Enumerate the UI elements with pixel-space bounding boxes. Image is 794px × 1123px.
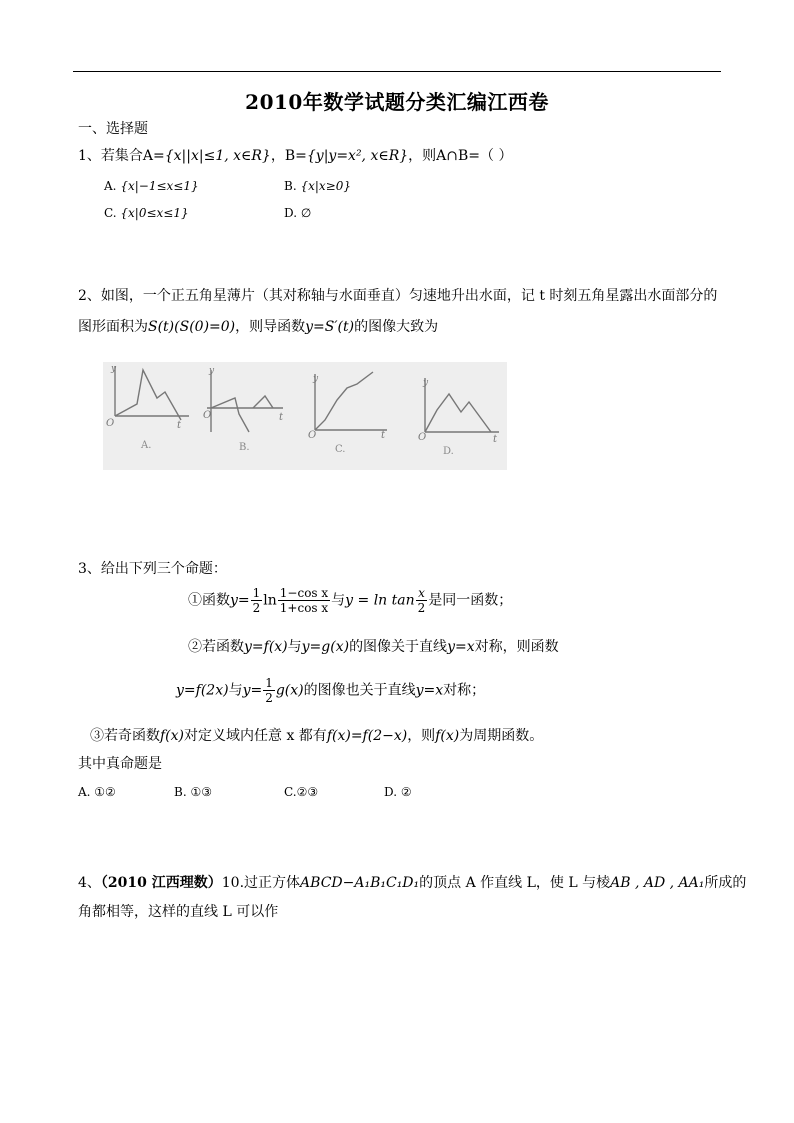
- q3-p2-l2-half: [263, 676, 275, 705]
- graph-b-curve-1: [211, 398, 249, 432]
- q3-proposition-1: [188, 586, 512, 615]
- graph-b-t-label: t: [279, 412, 284, 423]
- graph-c-y-label: y: [313, 374, 319, 384]
- q2-figure: [103, 362, 507, 470]
- q3-p2-l2-end: 对称；: [443, 682, 486, 699]
- q1-option-b-label: B.: [284, 179, 297, 193]
- q4-num: 10.过正方体: [221, 875, 301, 891]
- q2-line2-pre: 图形面积为: [78, 319, 148, 335]
- q2-line2-post: 的图像大致为: [354, 319, 439, 335]
- q4-post: 所成的: [704, 875, 747, 891]
- q1-option-d-text: ∅: [300, 206, 312, 220]
- q3-p2-pre: ②若函数: [188, 639, 244, 655]
- q3-p2-l2-and: 与: [228, 682, 243, 699]
- q1-option-d-label: D.: [284, 206, 298, 220]
- q1-set-b: {y|y=x², x∈R}: [306, 148, 409, 164]
- q2-line2-math: S(t)(S(0)=0): [148, 319, 236, 335]
- page-title: 2010年数学试题分类汇编江西卷: [245, 90, 549, 114]
- q3-p3-mid1: 对定义域内任意 x 都有: [184, 728, 327, 744]
- q1-option-d: [284, 204, 311, 222]
- q3-p2-l2-den: 2: [265, 691, 273, 705]
- q3-p1-half-num: 1: [252, 586, 261, 600]
- q3-p1-post: 是同一函数；: [428, 592, 513, 609]
- q3-p1-x: x: [418, 586, 425, 600]
- q3-p1-half-den: 2: [252, 601, 261, 615]
- q3-p3-mid2: ，则: [407, 728, 436, 744]
- graph-d-t-label: t: [493, 434, 498, 445]
- q3-p2-l2-num: 1: [265, 676, 273, 690]
- q1-option-a-label: A.: [104, 179, 117, 193]
- graph-b-label: B.: [239, 442, 250, 453]
- q4-pre: 4、: [78, 875, 101, 891]
- graph-c-label: C.: [335, 444, 346, 455]
- q3-intro: 3、给出下列三个命题：: [78, 561, 227, 577]
- q3-p2-end: 对称，则函数: [474, 639, 559, 655]
- q3-p2-l2-y: y=: [242, 682, 263, 699]
- q3-p2-g: y=g(x): [301, 639, 350, 655]
- q3-true-label: 其中真命题是: [78, 756, 162, 772]
- q3-p1-y: y=: [230, 592, 250, 609]
- q3-p3-f: f(x): [160, 728, 185, 744]
- graph-c-curve: [315, 372, 373, 430]
- q2-line2-math2: y=S′(t): [305, 319, 355, 335]
- q4-cube: ABCD−A₁B₁C₁D₁: [300, 875, 420, 891]
- q1-option-c: [104, 204, 189, 222]
- q1-prefix: 1、若集合A=: [78, 148, 165, 164]
- q1-option-a-text: {x|−1≤x≤1}: [120, 179, 199, 193]
- q3-p2-l2-g: g(x): [275, 682, 304, 699]
- graph-a-y-label: y: [111, 364, 117, 374]
- q3-proposition-2-line1: [188, 638, 559, 656]
- graph-a-curve: [115, 370, 181, 420]
- q3-p1-den: 1+cos x: [279, 601, 329, 615]
- q3-p1-xover2: [416, 586, 428, 615]
- q3-option-a: A. ①②: [78, 785, 116, 799]
- graph-d-label: D.: [443, 446, 454, 457]
- q3-p1-half: [251, 586, 263, 615]
- graph-c-t-label: t: [381, 430, 386, 441]
- q3-option-c: C.②③: [284, 785, 319, 799]
- q4-edges: AB , AD , AA₁: [610, 875, 705, 891]
- q3-p2-l2-post: 的图像也关于直线: [303, 682, 416, 699]
- q1-option-c-label: C.: [104, 206, 117, 220]
- q4-source-tag: （2010 江西理数）: [100, 875, 222, 891]
- q3-proposition-3: [90, 727, 543, 745]
- q1-option-b-text: {x|x≥0}: [300, 179, 352, 193]
- q3-p3-eq: f(x)=f(2−x): [326, 728, 408, 744]
- section-heading: 一、选择题: [78, 121, 148, 137]
- q3-p2-l2-yx: y=x: [415, 682, 444, 699]
- graph-d-curve: [425, 394, 491, 432]
- graph-c-origin: O: [308, 430, 317, 441]
- q3-p2-and: 与: [287, 639, 302, 655]
- q1-suffix: ，则A∩B=（ ）: [408, 148, 513, 164]
- q3-p1-two: 2: [417, 601, 426, 615]
- q4-mid: 的顶点 A 作直线 L，使 L 与棱: [419, 875, 611, 891]
- q3-p3-post: 为周期函数。: [459, 728, 544, 744]
- q3-p2-l2-f: y=f(2x): [176, 682, 229, 699]
- q2-stem-line1: 2、如图，一个正五角星薄片（其对称轴与水面垂直）匀速地升出水面，记 t 时刻五角星露出水面部分的: [78, 288, 718, 304]
- q3-p1-rhs: y = ln tan: [345, 592, 415, 609]
- q3-proposition-2-line2: [176, 676, 485, 705]
- q3-p1-ln: ln: [263, 592, 277, 609]
- q3-p1-frac: [278, 586, 330, 615]
- q3-p1-pre: ①函数: [188, 592, 230, 609]
- q4-stem-line1: [78, 874, 746, 892]
- q2-stem-line2: [78, 318, 438, 336]
- q3-p2-yx: y=x: [447, 639, 475, 655]
- q1-stem: [78, 147, 512, 165]
- q4-stem-line2: 角都相等，这样的直线 L 可以作: [78, 904, 279, 920]
- q1-mid: ，B=: [270, 148, 307, 164]
- q3-p1-num: 1−cos x: [279, 586, 329, 600]
- q1-option-c-text: {x|0≤x≤1}: [120, 206, 189, 220]
- q3-p2-f: y=f(x): [244, 639, 288, 655]
- graph-a-t-label: t: [177, 420, 182, 431]
- q3-option-d: D. ②: [384, 785, 412, 799]
- q1-set-a: {x||x|≤1, x∈R}: [164, 148, 271, 164]
- graph-a-origin: O: [106, 418, 115, 429]
- q1-option-a: [104, 177, 199, 195]
- graph-b-origin: O: [203, 410, 212, 421]
- q2-line2-mid: ，则导函数: [235, 319, 306, 335]
- q3-p2-post: 的图像关于直线: [349, 639, 448, 655]
- header-rule: [73, 71, 721, 72]
- q3-p3-pre: ③若奇函数: [90, 728, 160, 744]
- graph-b-y-label: y: [209, 366, 215, 376]
- q3-p3-f2: f(x): [435, 728, 460, 744]
- graph-b-curve-2: [253, 396, 273, 408]
- graph-d-y-label: y: [423, 378, 429, 388]
- graph-d-origin: O: [418, 432, 427, 443]
- graph-a-label: A.: [141, 440, 152, 451]
- q3-option-b: B. ①③: [174, 785, 212, 799]
- q3-p1-mid: 与: [331, 592, 346, 609]
- q1-option-b: [284, 177, 351, 195]
